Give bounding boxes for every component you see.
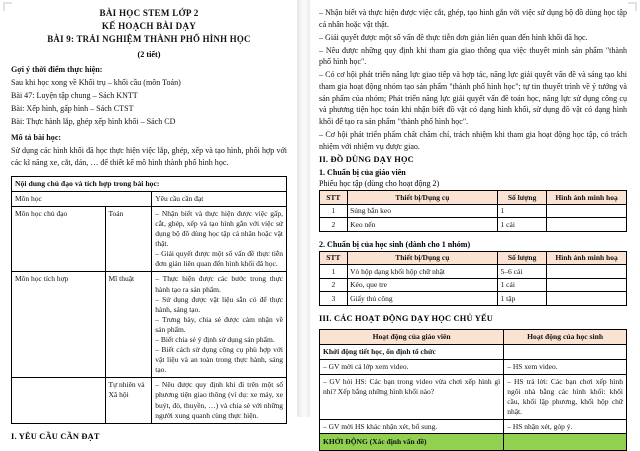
goi-y-line-1: Sau khi học xong về Khối trụ – khối cầu (môn Toán): [11, 77, 181, 87]
cell-stt: 2: [320, 218, 348, 232]
requirement-item: – Thực hiện được các bước trong thực hành tạo ra sản phẩm.: [155, 274, 283, 294]
row-subject-toan: Toán: [105, 206, 152, 272]
document-page-right: [310, 0, 640, 447]
table-row: [320, 292, 627, 306]
cell-activity-student: [504, 345, 627, 360]
document-page-left: [0, 0, 297, 441]
table-row: [12, 272, 287, 378]
right-paragraph-4: – Có cơ hội phát triển năng lực giao tiếp và hợp tác, năng lực giải quyết vấn đề và sáng tạo khi tham gia hoạt động nhóm tạo sản phẩm "thành phố hình học"; tự tin thuyết trình về ý tưởng và sản phẩm của nhóm; Phát triển năng lực giải quyết vấn đề toán học, năng lực sử dụng công cụ và phương tiện học toán khi nhận biết đồ vật có dạng hình khối, sử dụng đồ vật có dạng hình khối để tạo ra sản phẩm "thành phố hình học".: [319, 70, 627, 126]
cell-activity-teacher: – GV mời HS khác nhận xét, bổ sung.: [320, 419, 504, 434]
right-paragraph-1: – Nhận biết và thực hiện được việc cắt, ghép, tạo hình gắn với việc sử dụng bộ đồ dùng học tập cá nhân hoặc vật thật.: [319, 8, 627, 29]
table-row-subheading: [320, 345, 627, 360]
student-equipment-table: [319, 251, 627, 306]
row-label-chu-dao: Môn học chủ đạo: [12, 206, 106, 272]
page-gutter: [297, 0, 310, 417]
prep-teacher-note: Phiếu học tập (dùng cho hoạt động 2): [319, 179, 440, 189]
noi-dung-header-yeu-cau: Yêu cầu cần đạt: [152, 191, 287, 206]
table-row-caption: [12, 176, 287, 191]
mo-ta-text: Sử dụng các hình khối đã học thực hiện việc lắp, ghép, xếp và tạo hình, phối hợp với các kĩ năng xe, cắt, dán, … để thiết kế mô hình thành phố hình học.: [11, 146, 287, 168]
margin-corner-mark-top-left: [3, 2, 12, 11]
requirement-item: – Giải quyết được một số vấn đề thực tiễn đơn giản liên quan đến hình khối đã học.: [155, 249, 283, 269]
header-so-luong: Số lượng: [498, 191, 547, 205]
row-requirements-toan: [152, 206, 287, 272]
cell-thiet-bi: Vỏ hộp dạng khối hộp chữ nhật: [347, 265, 497, 279]
requirement-item: – Sử dụng được vật liệu sẵn có để thực hành, sáng tạo.: [155, 294, 283, 314]
noi-dung-caption: Nội dung chủ đạo và tích hợp trong bài học:: [12, 176, 287, 191]
margin-corner-mark-top-right: [628, 2, 637, 11]
table-row: [320, 374, 627, 419]
table-row-header: [12, 191, 287, 206]
header-hinh-anh: Hình ảnh minh hoạ: [547, 191, 627, 205]
header-stt: STT: [320, 191, 348, 205]
requirement-item: – Biết chia sẻ ý định sử dụng sản phẩm.: [155, 334, 275, 344]
cell-so-luong: 1 cái: [498, 278, 547, 292]
table-row: [320, 419, 627, 434]
row-requirements-mi-thuat: [152, 272, 287, 378]
cell-stt: 1: [320, 204, 348, 218]
header-hoat-dong-giao-vien: Hoạt động của giáo viên: [320, 329, 504, 345]
doc-title-line-1: BÀI HỌC STEM LỚP 2: [99, 8, 199, 18]
requirement-item: – Biết cách sử dụng công cụ phù hợp với vật liệu và an toàn trong thực hành, sáng tạo.: [155, 345, 283, 375]
table-row: [320, 204, 627, 218]
cell-so-luong: 1 cái: [498, 218, 547, 232]
cell-hinh-anh: [547, 278, 627, 292]
mo-ta-heading: Mô tả bài học:: [11, 133, 62, 143]
cell-khoi-dong-label: KHỞI ĐỘNG (Xác định vấn đề): [320, 434, 504, 451]
cell-khoi-dong-empty: [504, 434, 627, 451]
requirement-item: – Nhận biết và thực hiện được việc gấp, cắt, ghép, xếp và tạo hình gắn với việc sử dụng bộ đồ dùng học tập cá nhân hoặc vật thật.: [155, 208, 283, 249]
table-row: [320, 265, 627, 279]
header-stt: STT: [320, 251, 348, 265]
cell-hinh-anh: [547, 292, 627, 306]
header-thiet-bi: Thiết bị/Dụng cụ: [347, 251, 497, 265]
row-subject-tnxh: Tự nhiên và Xã hội: [105, 378, 152, 423]
doc-title-line-2: KẾ HOẠCH BÀI DẠY: [101, 21, 197, 32]
table-row-header: [320, 329, 627, 345]
prep-student-heading: 2. Chuẩn bị của học sinh (dành cho 1 nhóm): [319, 239, 471, 249]
cell-stt: 3: [320, 292, 348, 306]
section-iii-heading: III. CÁC HOẠT ĐỘNG DẠY HỌC CHỦ YẾU: [319, 313, 493, 323]
header-hinh-anh: Hình ảnh minh hoạ: [547, 251, 627, 265]
cell-hinh-anh: [547, 204, 627, 218]
right-paragraph-3: – Nêu được những quy định khi tham gia giao thông qua việc thuyết minh sản phẩm "thành phố hình học".: [319, 45, 627, 67]
goi-y-line-4: Bài: Thực hành lắp, ghép xếp hình khối – Sách CD: [11, 116, 176, 126]
table-row-highlighted-khoi-dong: [320, 434, 627, 451]
cell-thiet-bi: Keo nến: [347, 218, 497, 232]
cell-hinh-anh: [547, 218, 627, 232]
teacher-equipment-table: [319, 190, 627, 232]
table-row: [12, 378, 287, 423]
requirement-item: – Trưng bày, chia sẻ được cảm nhận về sản phẩm.: [155, 314, 283, 334]
activities-table: [319, 329, 627, 451]
table-row-header: [320, 191, 627, 205]
row-label-tich-hop: Môn học tích hợp: [12, 272, 106, 378]
header-thiet-bi: Thiết bị/Dụng cụ: [347, 191, 497, 205]
cell-so-luong: 1 tập: [498, 292, 547, 306]
row-requirements-tnxh: [152, 378, 287, 423]
cell-activity-teacher: – GV hỏi HS: Các bạn trong video vừa chơi xếp hình gì nhỉ? Xếp bằng những hình khối nào?: [320, 374, 504, 419]
prep-teacher-heading: 1. Chuẩn bị của giáo viên: [319, 168, 406, 178]
table-row: [12, 206, 287, 272]
goi-y-line-2: Bài 47: Luyện tập chung – Sách KNTT: [11, 90, 138, 100]
cell-thiet-bi: Kéo, que tre: [347, 278, 497, 292]
section-ii-heading: II. ĐỒ DÙNG DẠY HỌC: [319, 155, 414, 165]
noi-dung-header-mon-hoc: Môn học: [12, 191, 152, 206]
header-hoat-dong-hoc-sinh: Hoạt động của học sinh: [504, 329, 627, 345]
cell-stt: 2: [320, 278, 348, 292]
header-so-luong: Số lượng: [498, 251, 547, 265]
table-row: [320, 278, 627, 292]
cell-activity-student: – HS nhận xét, góp ý.: [504, 419, 627, 434]
doc-title-line-3: BÀI 9: TRẢI NGHIỆM THÀNH PHỐ HÌNH HỌC: [47, 34, 251, 45]
cell-hinh-anh: [547, 265, 627, 279]
noi-dung-table: [11, 176, 287, 424]
requirement-item: – Nêu được quy định khi đi trên một số phương tiện giao thông (ví dụ: xe máy, xe buýt, đò, thuyền, …) và chia sẻ với những người xung quanh cùng thực hiện.: [155, 380, 283, 420]
goi-y-line-3: Bài: Xếp hình, gấp hình – Sách CTST: [11, 103, 134, 113]
table-row-header: [320, 251, 627, 265]
doc-subtitle-duration: (2 tiết): [137, 49, 161, 59]
table-row: [320, 360, 627, 375]
table-row: [320, 218, 627, 232]
cell-stt: 1: [320, 265, 348, 279]
cell-so-luong: 1: [498, 204, 547, 218]
cell-thiet-bi: Giấy thủ công: [347, 292, 497, 306]
right-paragraph-5: – Cơ hội phát triển phẩm chất chăm chỉ, trách nhiệm khi tham gia hoạt động học tập, có trách nhiệm với nhiệm vụ được giao.: [319, 129, 627, 151]
section-i-heading: I. YÊU CẦU CẦN ĐẠT: [11, 431, 100, 441]
cell-activity-teacher: Khởi động tiết học, ổn định tổ chức: [320, 345, 504, 360]
row-subject-mi-thuat: Mĩ thuật: [105, 272, 152, 378]
row-label-empty: [12, 378, 106, 423]
right-paragraph-2: – Giải quyết được một số vấn đề thực tiễn đơn giản liên quan đến hình khối đã học.: [319, 32, 588, 42]
cell-activity-student: – HS trả lời: Các bạn chơi xếp hình ngôi nhà bằng các hình khối: khối cầu, khối lập phương, khối hộp chữ nhật.: [504, 374, 627, 419]
cell-so-luong: 5–6 cái: [498, 265, 547, 279]
cell-activity-teacher: – GV mời cả lớp xem video.: [320, 360, 504, 375]
cell-thiet-bi: Súng bắn keo: [347, 204, 497, 218]
cell-activity-student: – HS xem video.: [504, 360, 627, 375]
goi-y-heading: Gợi ý thời điểm thực hiện:: [11, 64, 103, 74]
